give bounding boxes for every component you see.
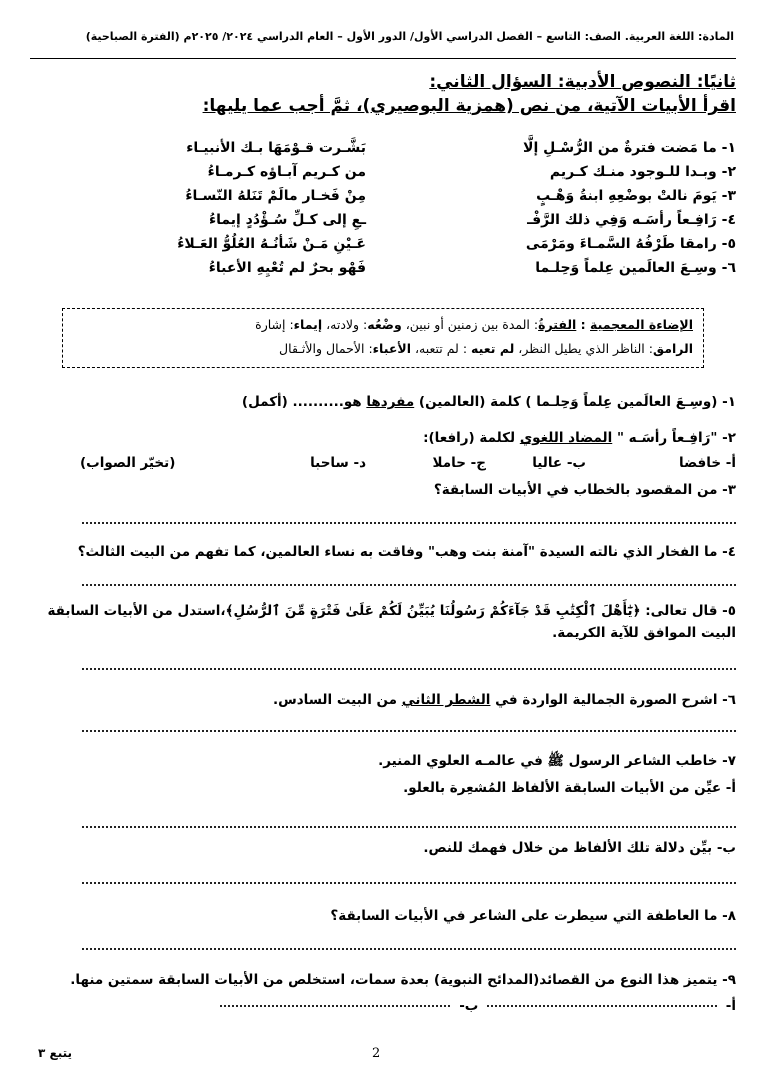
verse-2-first-hemistich: ٢- وبـدا للـوجود منـك كـريم [549, 164, 736, 180]
exam-header: المادة: اللغة العربية. الصف: التاسع – الفصل الدراسي الأول/ الدور الأول – العام الدراسي ٢٠٢٤/ ٢٠٢٥م (الفترة الصباحية) [85, 30, 734, 43]
verse-6-first-hemistich: ٦- وسِـعَ العالَمين عِلماً وَحِلـما [535, 260, 736, 276]
option-d[interactable]: د- ساحبا [310, 455, 366, 471]
page-number: 2 [372, 1046, 381, 1061]
glossary-box [62, 308, 704, 368]
question-text: (وسِـعَ العالَمين عِلماً وَحِلـما ) كلمة (العالمين) [418, 394, 718, 410]
answer-line[interactable] [82, 584, 736, 586]
question-4: ٤- ما الفخار الذي نالته السيدة "آمنة بنت وهب" وفاقت به نساء العالمين، كما تفهم من البيت الثالث؟ [77, 544, 736, 560]
poem [30, 140, 736, 290]
question-emphasis: الشطر الثاني [401, 692, 491, 708]
answer-b-label: ب- [459, 998, 479, 1014]
answer-line[interactable] [82, 826, 736, 828]
question-1 [28, 394, 736, 410]
question-7: ٧- خاطب الشاعر الرسول ﷺ في عالمـه العلوي المنير. [378, 753, 736, 769]
answer-line[interactable] [82, 522, 736, 524]
question-text: "رَافِـعاً رأسَـه " [616, 430, 718, 446]
glossary-term: وضْعُه [367, 317, 402, 332]
question-number: ٢- [722, 430, 736, 446]
question-2 [28, 430, 736, 446]
instruction: اقرأ الأبيات الآتية، من نص (همزية البوصيري)، ثمَّ أجب عما يليها: [202, 96, 736, 116]
continue-note: يتبع ٣ [38, 1046, 73, 1060]
verse-6-second-hemistich: فَهْو بحرٌ لم تُعْيِهِ الأعباءُ [208, 260, 366, 276]
verse-4-second-hemistich: ـعِ إلى كـلِّ سُـؤْدُدٍ إيماءُ [208, 212, 366, 228]
question-3: ٣- من المقصود بالخطاب في الأبيات السابقة؟ [433, 482, 736, 498]
question-text: من البيت السادس. [272, 692, 398, 708]
question-text: ٦- اشرح الصورة الجمالية الواردة في [495, 692, 736, 708]
answer-b-line[interactable] [220, 1005, 450, 1007]
verse-1-second-hemistich: بَشَّـرت قـوْمَهَا بـك الأنبيـاء [186, 140, 366, 156]
glossary-definition: الأحمال والأثـقال [279, 341, 365, 356]
glossary-definition: ولادته، [326, 317, 360, 332]
answer-a-label: أ- [725, 998, 736, 1014]
glossary-definition: لم تتعبه، [414, 341, 459, 356]
options-note: (تخيّر الصواب) [80, 455, 176, 471]
verse-5-first-hemistich: ٥- رامقا طَرْفُهُ السَّمـاءَ ومَرْمَى [525, 236, 736, 252]
verse-1-first-hemistich: ١- ما مَضت فترةٌ من الرُّسْـلِ إلَّا [523, 140, 736, 156]
glossary-term: إيماء [293, 317, 323, 332]
verse-4-first-hemistich: ٤- رَافِـعاً رأسَـه وَفِي ذلك الرَّفْـ [527, 212, 736, 228]
verse-3 [30, 188, 736, 212]
verse-3-first-hemistich: ٣- يَومَ نالتْ بوضْعِهِ ابنةُ وَهْـبٍ [536, 188, 736, 204]
section-title: ثانيًا: النصوص الأدبية: السؤال الثاني: [429, 72, 736, 92]
verse-2 [30, 164, 736, 188]
question-5: ٥- قال تعالى: ﴿يَٰٓأَهْلَ ٱلْكِتَٰبِ قَدْ جَآءَكُمْ رَسُولُنَا يُبَيِّنُ لَكُمْ عَلَىٰ فَتْرَةٍ مِّنَ ٱلرُّسُلِ﴾،استدل من الأبيات السابقة البيت الموافق للآية الكريمة. [47, 603, 736, 641]
question-7a: أ- عيِّن من الأبيات السابقة الألفاظ المُشعِرة بالعلو. [403, 780, 736, 796]
glossary-term: الأعباء [372, 341, 411, 356]
question-8: ٨- ما العاطفة التي سيطرت على الشاعر في الأبيات السابقة؟ [330, 908, 736, 924]
question-text: لكلمة (رافعا): [423, 430, 516, 446]
option-a[interactable]: أ- خافضا [679, 455, 736, 471]
question-emphasis: مفردها [366, 394, 415, 410]
verse-5 [30, 236, 736, 260]
glossary-term: الرامق [652, 341, 693, 356]
verse-3-second-hemistich: مِنْ فَخـار مالَمْ تَنَلهُ النّسـاءُ [185, 188, 366, 204]
question-9: ٩- يتميز هذا النوع من القصائد(المدائح النبوية) بعدة سمات، استخلص من الأبيات السابقة سمتين منها. [70, 972, 736, 988]
glossary-heading: الإضاءة المعجمية [590, 317, 693, 332]
answer-a-line[interactable] [487, 1005, 717, 1007]
glossary-definition: إشارة [255, 317, 286, 332]
answer-line[interactable] [82, 730, 736, 732]
option-c[interactable]: ج- حاملا [432, 455, 486, 471]
glossary-term: الفترةُ [538, 317, 577, 332]
question-text: هو.......... (أكمل) [241, 394, 362, 410]
header-divider [30, 58, 736, 59]
question-9-answers [28, 998, 736, 1014]
question-2-options [80, 455, 736, 475]
answer-line[interactable] [82, 948, 736, 950]
answer-line[interactable] [82, 882, 736, 884]
verse-6 [30, 260, 736, 284]
glossary-line-2: الرامق: الناظر الذي يطيل النظر، لم تعيه : لم تتعبه، الأعباء: الأحمال والأثـقال [279, 341, 693, 356]
question-emphasis: المضاد اللغوي [519, 430, 613, 446]
question-number: ١- [722, 394, 736, 410]
question-6 [28, 692, 736, 708]
question-7b: ب- بيِّن دلالة تلك الألفاظ من خلال فهمك للنص. [423, 840, 736, 856]
glossary-line-1: الإضاءة المعجمية : الفترةُ: المدة بين زمنين أو نبين، وضْعُه: ولادته، إيماء: إشارة [255, 317, 693, 332]
verse-5-second-hemistich: عَـيْنِ مَـنْ شَأنُـهُ العُلُوُّ العَـلاءُ [177, 236, 366, 252]
verse-1 [30, 140, 736, 164]
answer-line[interactable] [82, 668, 736, 670]
option-b[interactable]: ب- عاليا [532, 455, 586, 471]
glossary-definition: المدة بين زمنين أو نبين، [405, 317, 530, 332]
glossary-definition: الناظر الذي يطيل النظر، [518, 341, 645, 356]
verse-4 [30, 212, 736, 236]
verse-2-second-hemistich: من كـريم آبـاؤه كـرمـاءُ [207, 164, 366, 180]
glossary-term: لم تعيه [471, 341, 515, 356]
